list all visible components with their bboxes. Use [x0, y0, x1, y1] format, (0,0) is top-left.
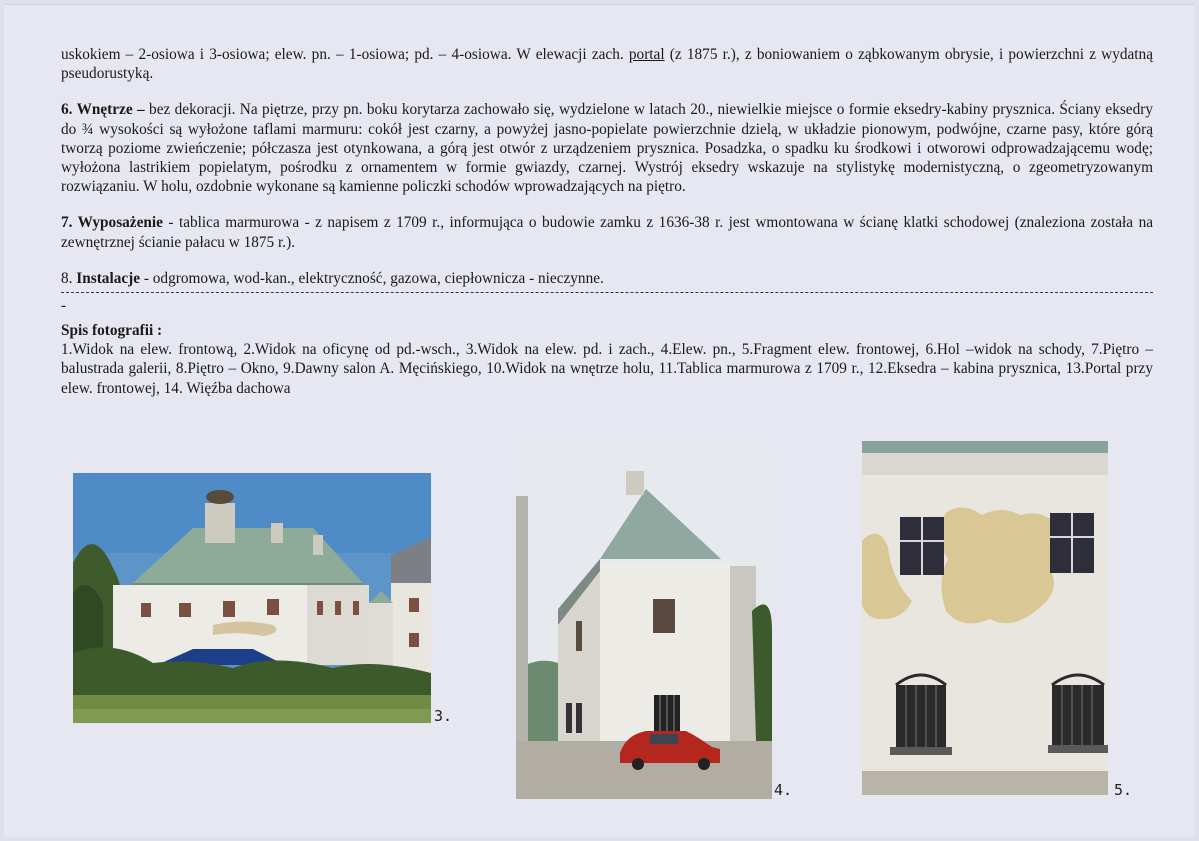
photo-3-label: 3.: [434, 707, 453, 725]
dashed-divider: [61, 292, 1153, 293]
photo-4-north-elevation: [516, 441, 772, 799]
paragraph-text-end: (z 1875 r.), z boniowaniem o ząbkowanym obrysie, i powierzchni z wydatną pseudorustyką.: [61, 46, 1153, 83]
paragraph-facades: [61, 45, 1153, 83]
section-7-heading: 7. Wyposażenie: [61, 214, 163, 232]
dash-mark: -: [61, 297, 67, 315]
photo-list: [61, 321, 1153, 398]
section-6-text: bez dekoracji. Na piętrze, przy pn. boku korytarza zachowało się, wydzielone w latach 20., niewielkie miejsce o formie eksedry-kabiny prysznica. Ściany eksedry do ¾ wysokości są wyłożone taflami marmuru: cokół jest czarny, a powyżej jasno-popielate powierzchnie dzielą, w układzie pionowym, podwójne, czarne pasy, które górą tworzą poziome zwieńczenie; półczasza jest otynkowana, a górą jest otwór z urządzeniem prysznica. Posadzka, o spadku ku środkowi i otworowi odprowadzającemu wodę; wyłożona lastrikiem popielatym, pośrodku z ornamentem w formie gwiazdy, czarnej. Wystrój eksedry wskazuje na stylistykę modernistyczną, o zgeometryzowanym rozwiązaniu. W holu, ozdobnie wykonane są kamienne policzki schodów wprowadzających na piętro.: [61, 101, 1153, 196]
section-8-number: 8.: [61, 269, 77, 287]
section-8-installations: [61, 269, 1153, 288]
section-7-text: - tablica marmurowa - z napisem z 1709 r., informująca o budowie zamku z 1636-38 r. jest wmontowana w ścianę klatki schodowej (znaleziona została na zewnętrznej ścianie pałacu w 1875 r.).: [61, 214, 1154, 251]
document-page: [4, 4, 1194, 837]
photo-5-facade-fragment: [862, 441, 1108, 795]
photo-4-label: 4.: [774, 781, 793, 799]
section-8-heading: Instalacje: [76, 269, 141, 287]
photo-3-manor: [73, 473, 431, 723]
text-block: [61, 45, 1153, 398]
photo-list-text: 1.Widok na elew. frontową, 2.Widok na oficynę od pd.-wsch., 3.Widok na elew. pd. i zach., 4.Elew. pn., 5.Fragment elew. frontowej, 6.Hol –widok na schody, 7.Piętro – balustrada galerii, 8.Piętro – Okno, 9.Dawny salon A. Męcińskiego, 10.Widok na wnętrze holu, 11.Tablica marmurowa z 1709 r., 12.Eksedra – kabina prysznica, 13.Portal przy elew. frontowej, 14. Więźba dachowa: [61, 341, 1153, 397]
section-6-interior: [61, 100, 1153, 196]
section-6-heading: 6. Wnętrze –: [61, 101, 145, 119]
photo-list-heading: Spis fotografii :: [61, 322, 163, 340]
photo-5-label: 5.: [1114, 781, 1133, 799]
section-7-equipment: [61, 213, 1153, 251]
portal-link[interactable]: portal: [628, 46, 665, 63]
section-8-text: - odgromowa, wod-kan., elektryczność, gazowa, ciepłownicza - nieczynne.: [140, 269, 604, 287]
paragraph-text: uskokiem – 2-osiowa i 3-osiowa; elew. pn. – 1-osiowa; pd. – 4-osiowa. W elewacji zach.: [61, 46, 629, 63]
